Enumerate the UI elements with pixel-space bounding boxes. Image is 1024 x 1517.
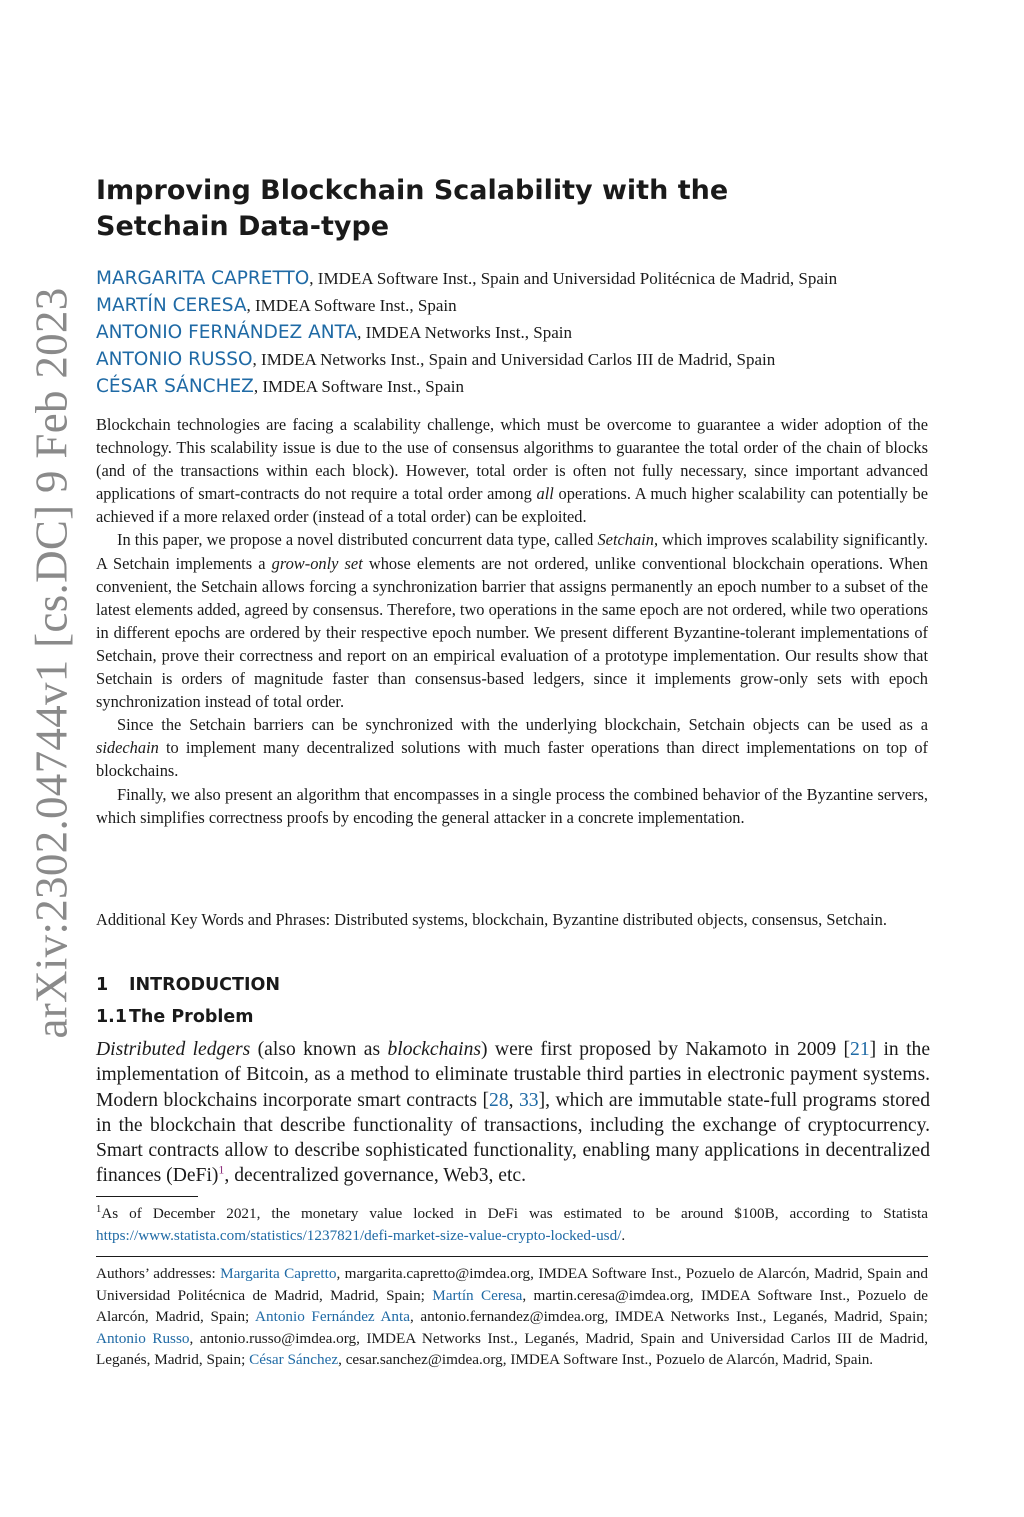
footnote-mark: 1 <box>96 1203 102 1215</box>
abstract-emphasis: Setchain <box>597 530 654 550</box>
intro-paragraph <box>96 1037 930 1189</box>
body-emphasis: Distributed ledgers <box>96 1039 251 1060</box>
addresses-text: , margarita.capretto@imdea.org, IMDEA Software Inst., Pozuelo de Alarcón, Madrid, Spain and Universidad Politécnica de Madrid, Madrid, Spain; <box>96 1265 928 1304</box>
arxiv-stamp-text: arXiv:2302.04744v1 [cs.DC] 9 Feb 2023 <box>27 286 77 1039</box>
citation-link[interactable]: 21 <box>850 1039 870 1060</box>
author-name: MARTÍN CERESA <box>96 295 247 316</box>
subsection-heading-problem <box>96 1007 253 1027</box>
author-link[interactable]: Antonio Fernández Anta <box>255 1308 410 1326</box>
abstract-text: operations. A much higher scalability can potentially be achieved if a more relaxed order (instead of a total order) can be exploited. <box>96 484 928 527</box>
abstract-emphasis: sidechain <box>96 738 159 758</box>
author-item <box>96 319 936 346</box>
paper-title: Improving Blockchain Scalability with the Setchain Data-type <box>96 175 729 242</box>
author-item <box>96 373 936 400</box>
author-list <box>96 265 936 400</box>
author-affiliation: , IMDEA Software Inst., Spain and Universidad Politécnica de Madrid, Spain <box>309 269 838 288</box>
author-link[interactable]: Margarita Capretto <box>220 1265 337 1282</box>
body-text: ) were first proposed by Nakamoto in 2009 [ <box>481 1039 851 1060</box>
section-title: The Problem <box>129 1007 254 1027</box>
author-affiliation: , IMDEA Software Inst., Spain <box>253 377 464 396</box>
footnote-text: . <box>621 1226 626 1244</box>
citation-link[interactable]: 28 <box>489 1089 509 1111</box>
addresses-text: , antonio.fernandez@imdea.org, IMDEA Networks Inst., Leganés, Madrid, Spain; <box>409 1308 928 1326</box>
body-text: , <box>508 1089 519 1111</box>
author-affiliation: , IMDEA Networks Inst., Spain <box>357 323 572 342</box>
abstract-emphasis: grow-only set <box>271 553 363 573</box>
footnote <box>96 1203 928 1246</box>
body-text: ] in the implementation of Bitcoin, as a method to eliminate trustable third parties in electronic payment systems. Modern blockchains incorporate smart contracts [ <box>96 1039 931 1111</box>
body-text: ], which are immutable state-full programs stored in the blockchain that describe functionality of transactions, including the exchange of cryptocurrency. Smart contracts allow to describe sophisticated functionality, enabling many applications in decentralized finances (DeFi) <box>96 1089 931 1187</box>
author-name: MARGARITA CAPRETTO <box>96 268 310 289</box>
citation-link[interactable]: 33 <box>519 1089 539 1111</box>
abstract <box>96 413 928 829</box>
author-affiliation: , IMDEA Software Inst., Spain <box>246 296 457 315</box>
abstract-emphasis: all <box>536 484 554 504</box>
abstract-text: whose elements are not ordered, unlike conventional blockchain operations. When convenient, the Setchain allows forcing a synchronization barrier that assigns permanently an epoch number to a subset of the latest elements added, agreed by consensus. Therefore, two operations in the same epoch are not ordered, while two operations in different epochs are ordered by their respective epoch number. We present different Byzantine-tolerant implementations of Setchain, prove their correctness and report on an empirical evaluation of a prototype implementation. Our results show that Setchain is orders of magnitude faster than consensus-based ledgers, since it implements grow-only sets with epoch synchronization instead of total order. <box>96 553 929 712</box>
body-emphasis: blockchains <box>387 1039 482 1060</box>
addresses-rule <box>96 1256 928 1257</box>
footnote-rule <box>96 1196 198 1197</box>
addresses-text: Authors’ addresses: <box>96 1265 221 1282</box>
arxiv-stamp <box>27 286 77 1039</box>
footnote-url-link[interactable]: https://www.statista.com/statistics/1237821/defi-market-size-value-crypto-locked-usd/ <box>96 1226 622 1244</box>
author-item <box>96 346 936 373</box>
abstract-paragraph <box>96 413 928 528</box>
author-link[interactable]: César Sánchez <box>249 1351 339 1369</box>
author-link[interactable]: Antonio Russo <box>96 1329 190 1347</box>
body-text: , decentralized governance, Web3, etc. <box>224 1165 527 1187</box>
body-text: (also known as <box>250 1039 388 1060</box>
author-name: ANTONIO FERNÁNDEZ ANTA <box>96 322 358 343</box>
keywords: Additional Key Words and Phrases: Distributed systems, blockchain, Byzantine distributed objects, consensus, Setchain. <box>96 910 887 929</box>
abstract-text: Since the Setchain barriers can be synchronized with the underlying blockchain, Setchain objects can be used as a <box>117 715 928 735</box>
addresses-text: , antonio.russo@imdea.org, IMDEA Networks Inst., Leganés, Madrid, Spain and Universidad Carlos III de Madrid, Leganés, Madrid, Spain; <box>96 1329 929 1369</box>
author-affiliation: , IMDEA Networks Inst., Spain and Universidad Carlos III de Madrid, Spain <box>252 350 776 369</box>
footnote-text: As of December 2021, the monetary value locked in DeFi was estimated to be around $100B, according to Statista <box>101 1205 928 1222</box>
abstract-text: to implement many decentralized solutions with much faster operations than direct implementations on top of blockchains. <box>96 738 928 781</box>
section-heading-introduction <box>96 975 280 995</box>
addresses-text: , cesar.sanchez@imdea.org, IMDEA Software Inst., Pozuelo de Alarcón, Madrid, Spain. <box>338 1351 874 1369</box>
section-title: INTRODUCTION <box>129 975 280 995</box>
abstract-text: Blockchain technologies are facing a scalability challenge, which must be overcome to guarantee a wider adoption of the technology. This scalability issue is due to the use of consensus algorithms to guarantee the total order of the chain of blocks (and of the transactions within each block). However, total order is often not fully necessary, since important advanced applications of smart-contracts do not require a total order among <box>96 415 928 504</box>
abstract-paragraph <box>96 713 928 782</box>
author-name: CÉSAR SÁNCHEZ <box>96 376 254 397</box>
section-number: 1 <box>96 975 109 995</box>
author-item <box>96 292 936 319</box>
author-item <box>96 265 936 292</box>
footnote-mark-link[interactable]: 1 <box>218 1162 225 1177</box>
abstract-paragraph <box>96 528 928 713</box>
section-number: 1.1 <box>96 1007 128 1027</box>
abstract-text: In this paper, we propose a novel distributed concurrent data type, called <box>117 530 598 550</box>
addresses-text: , martin.ceresa@imdea.org, IMDEA Software Inst., Pozuelo de Alarcón, Madrid, Spain; <box>96 1286 929 1326</box>
author-addresses <box>96 1263 928 1371</box>
abstract-paragraph: Finally, we also present an algorithm that encompasses in a single process the combined behavior of the Byzantine servers, which simplifies correctness proofs by encoding the general attacker in a concrete implementation. <box>96 784 928 827</box>
abstract-text: , which improves scalability significantly. A Setchain implements a <box>96 530 928 573</box>
author-link[interactable]: Martín Ceresa <box>432 1286 523 1304</box>
author-name: ANTONIO RUSSO <box>96 349 253 370</box>
